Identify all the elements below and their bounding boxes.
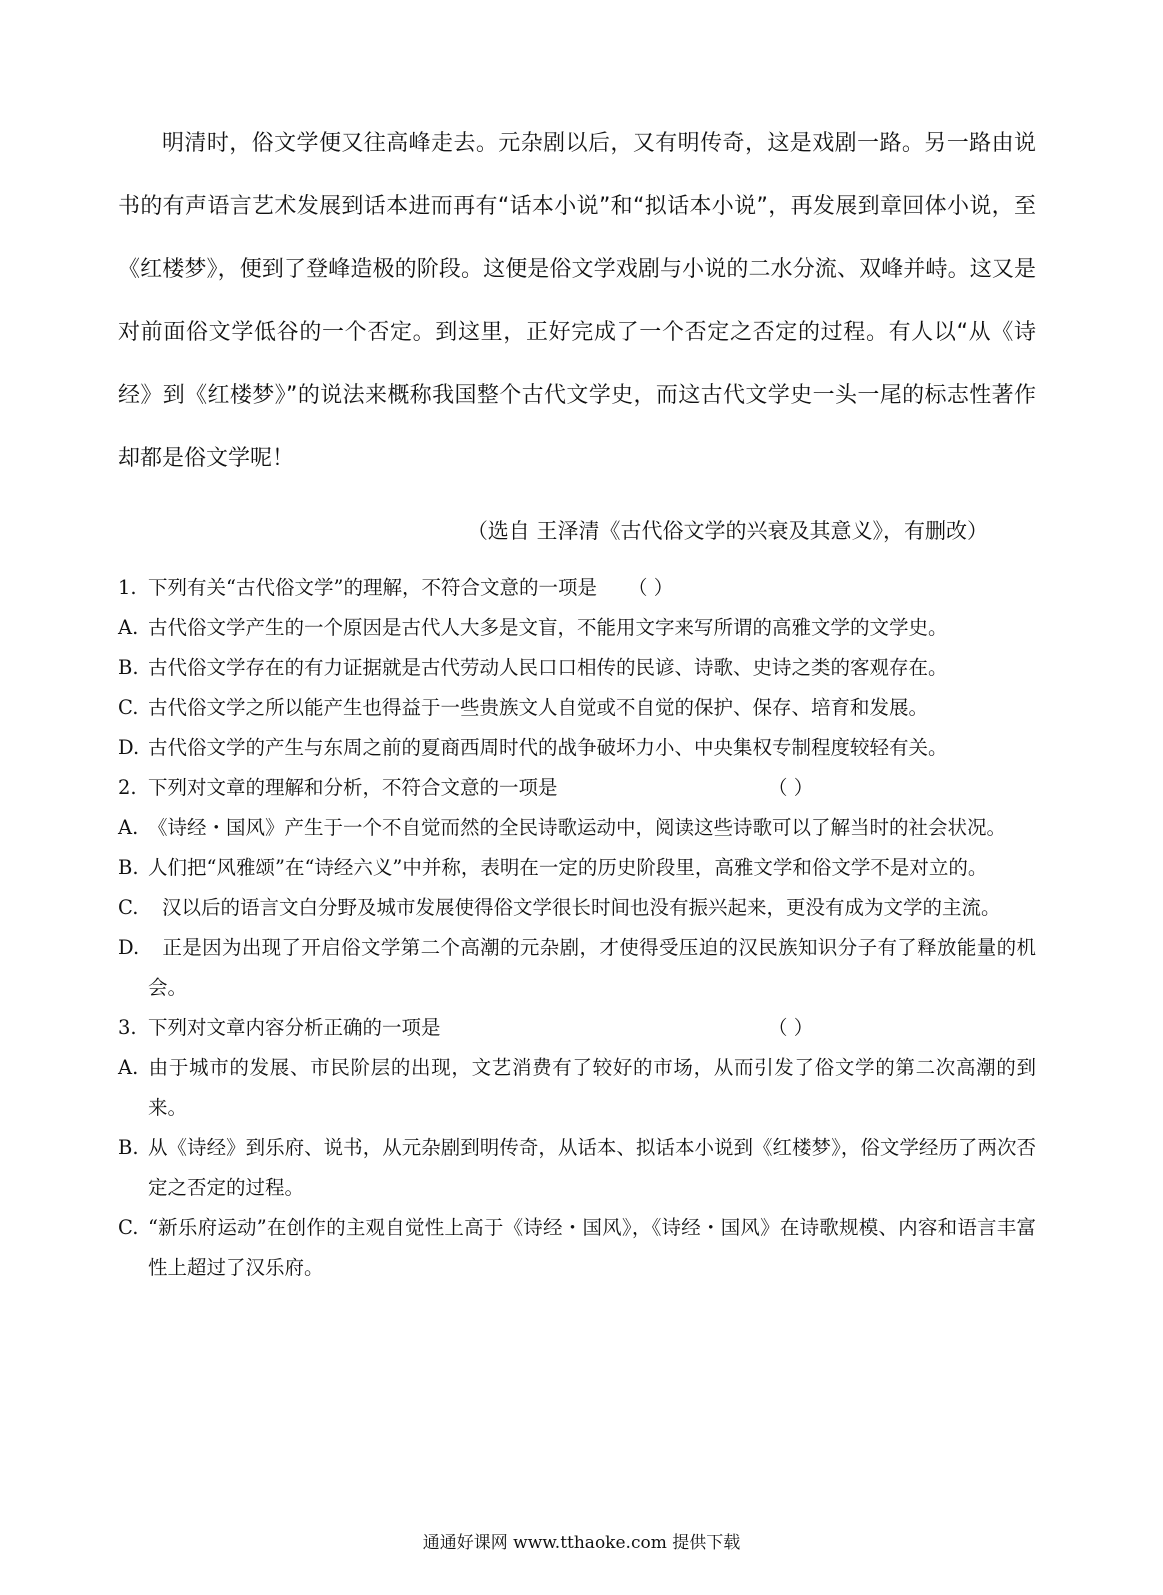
- option-label: A.: [118, 1056, 139, 1079]
- option-text: 古代俗文学产生的一个原因是古代人大多是文盲，不能用文字来写所谓的高雅文学的文学史。: [148, 616, 948, 639]
- option-b: [118, 848, 1036, 888]
- option-label: C.: [118, 696, 139, 719]
- answer-blank: （ ）: [768, 776, 814, 799]
- option-label: A.: [118, 616, 139, 639]
- option-text: 由于城市的发展、市民阶层的出现，文艺消费有了较好的市场，从而引发了俗文学的第二次高潮的到来。: [148, 1056, 1036, 1119]
- question-stem: 下列有关“古代俗文学”的理解，不符合文意的一项是: [148, 576, 597, 599]
- option-label: B.: [118, 856, 139, 879]
- question-3: [118, 1008, 1036, 1288]
- option-d: [118, 928, 1036, 1008]
- option-text: 《诗经・国风》产生于一个不自觉而然的全民诗歌运动中，阅读这些诗歌可以了解当时的社会状况。: [148, 816, 1007, 839]
- question-1: [118, 568, 1036, 768]
- option-label: C.: [118, 1216, 139, 1239]
- option-text: 人们把“风雅颂”在“诗经六义”中并称，表明在一定的历史阶段里，高雅文学和俗文学不是对立的。: [148, 856, 988, 879]
- answer-blank: （ ）: [628, 576, 674, 599]
- option-text: 正是因为出现了开启俗文学第二个高潮的元杂剧，才使得受压迫的汉民族知识分子有了释放能量的机会。: [148, 936, 1036, 999]
- option-label: A.: [118, 816, 139, 839]
- option-a: [118, 808, 1036, 848]
- question-stem: 下列对文章内容分析正确的一项是: [148, 1016, 441, 1039]
- option-c: [118, 1208, 1036, 1288]
- option-b: [118, 648, 1036, 688]
- question-number: 3.: [118, 1016, 137, 1039]
- option-label: D.: [118, 936, 140, 959]
- option-label: C.: [118, 896, 139, 919]
- option-text: 古代俗文学的产生与东周之前的夏商西周时代的战争破坏力小、中央集权专制程度较轻有关。: [148, 736, 948, 759]
- option-c: [118, 888, 1036, 928]
- question-number: 2.: [118, 776, 137, 799]
- option-text: 古代俗文学之所以能产生也得益于一些贵族文人自觉或不自觉的保护、保存、培育和发展。: [148, 696, 929, 719]
- option-label: B.: [118, 1136, 139, 1159]
- option-text: 古代俗文学存在的有力证据就是古代劳动人民口口相传的民谚、诗歌、史诗之类的客观存在。: [148, 656, 948, 679]
- option-a: [118, 1048, 1036, 1128]
- question-stem: 下列对文章的理解和分析，不符合文意的一项是: [148, 776, 558, 799]
- option-d: [118, 728, 1036, 768]
- question-2: [118, 768, 1036, 1008]
- passage-paragraph: 明清时，俗文学便又往高峰走去。元杂剧以后，又有明传奇，这是戏剧一路。另一路由说书的有声语言艺术发展到话本进而再有“话本小说”和“拟话本小说”，再发展到章回体小说，至《红楼梦》，便到了登峰造极的阶段。这便是俗文学戏剧与小说的二水分流、双峰并峙。这又是对前面俗文学低谷的一个否定。到这里，正好完成了一个否定之否定的过程。有人以“从《诗经》到《红楼梦》”的说法来概称我国整个古代文学史，而这古代文学史一头一尾的标志性著作却都是俗文学呢！: [118, 131, 1036, 471]
- option-text: “新乐府运动”在创作的主观自觉性上高于《诗经・国风》，《诗经・国风》在诗歌规模、内容和语言丰富性上超过了汉乐府。: [148, 1216, 1036, 1279]
- option-text: 汉以后的语言文白分野及城市发展使得俗文学很长时间也没有振兴起来，更没有成为文学的主流。: [162, 896, 1001, 919]
- source-citation: （选自 王泽清《古代俗文学的兴衰及其意义》，有删改）: [466, 519, 988, 543]
- option-c: [118, 688, 1036, 728]
- option-text: 从《诗经》到乐府、说书，从元杂剧到明传奇，从话本、拟话本小说到《红楼梦》，俗文学经历了两次否定之否定的过程。: [148, 1136, 1036, 1199]
- footer-text: 通通好课网 www.tthaoke.com 提供下载: [422, 1533, 741, 1553]
- option-b: [118, 1128, 1036, 1208]
- question-list: [118, 568, 1036, 1288]
- option-a: [118, 608, 1036, 648]
- option-label: D.: [118, 736, 140, 759]
- answer-blank: （ ）: [768, 1016, 814, 1039]
- question-number: 1.: [118, 576, 137, 599]
- option-label: B.: [118, 656, 139, 679]
